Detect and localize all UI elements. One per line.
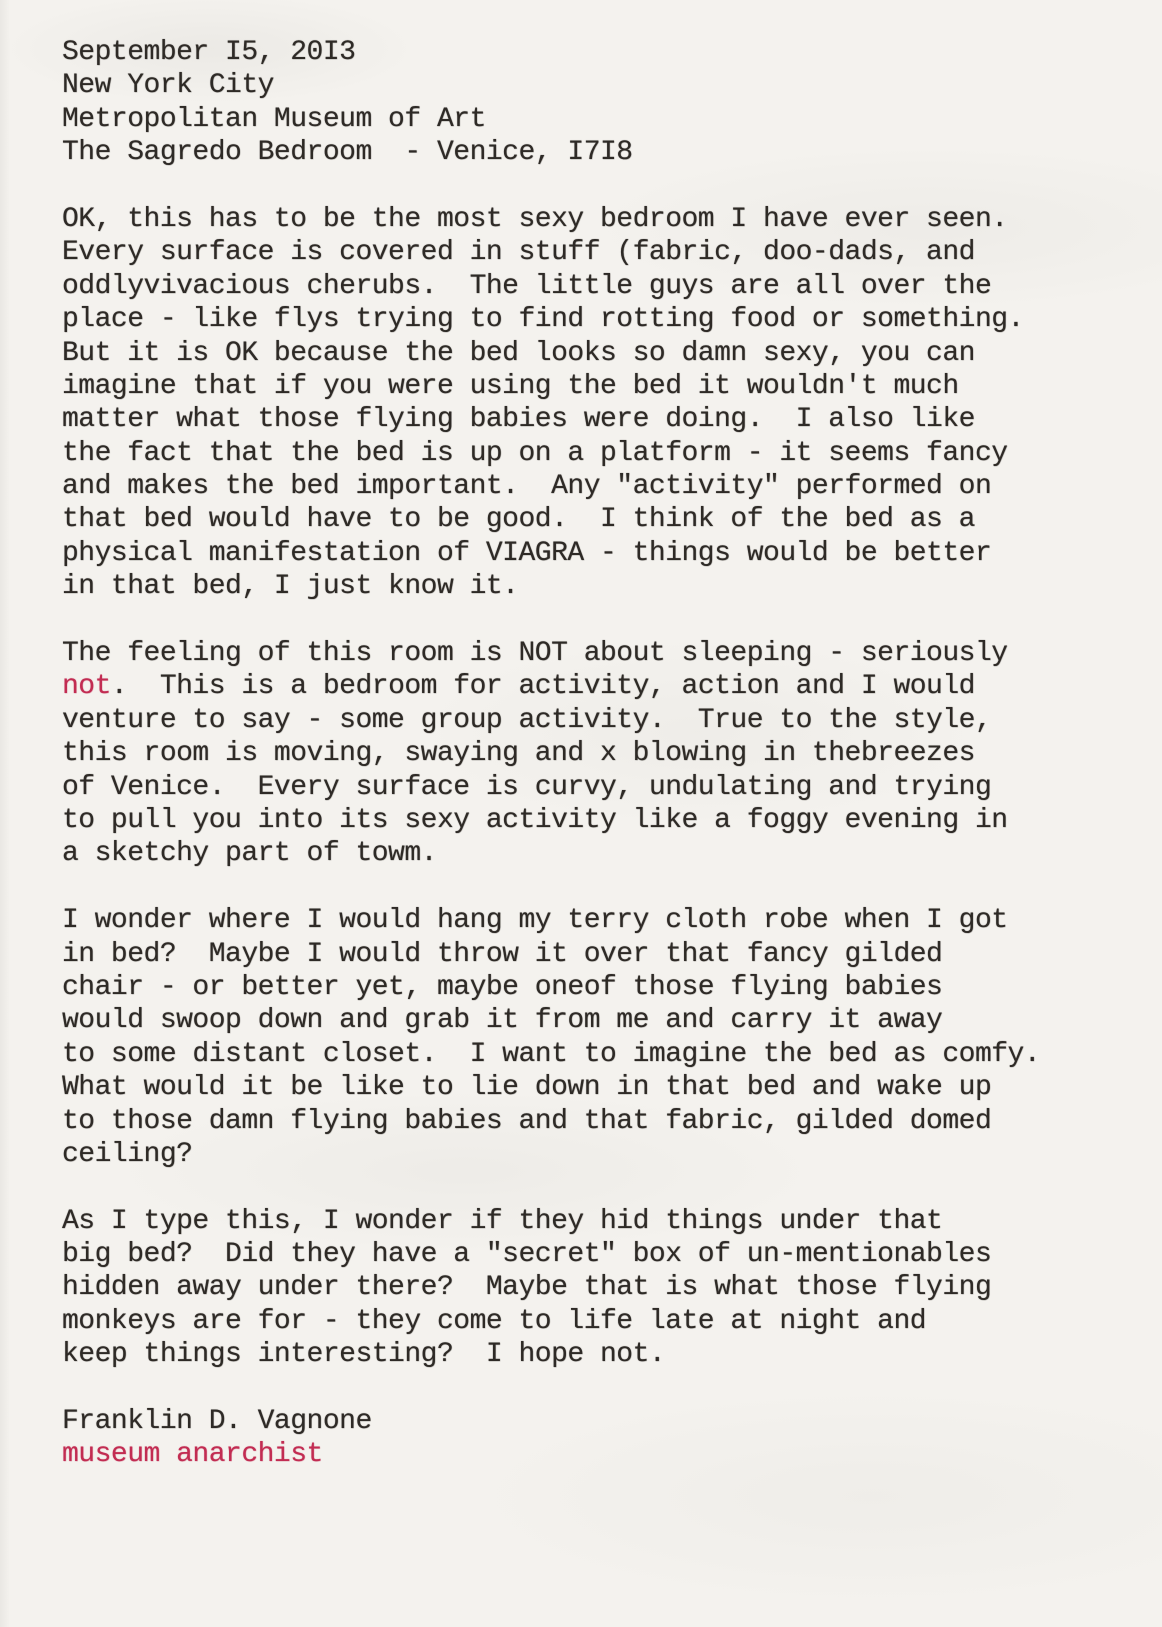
text-segment: ceiling?: [62, 1138, 193, 1170]
text-segment: to pull you into its sexy activity like a foggy evening in: [62, 804, 1008, 836]
text-segment: But it is OK because the bed looks so damn sexy, you can: [62, 337, 975, 369]
text-segment: imagine that if you were using the bed it wouldn't much: [62, 370, 959, 402]
text-line: [62, 337, 1122, 370]
letter-header: [62, 36, 1122, 170]
letter-body: [62, 203, 1122, 1372]
text-line: [62, 1138, 1122, 1171]
text-segment: and makes the bed important. Any "activity" performed on: [62, 471, 992, 503]
text-segment: keep things interesting? I hope not.: [62, 1339, 666, 1371]
text-line: [62, 804, 1122, 837]
text-segment: in bed? Maybe I would throw it over that fancy gilded: [62, 938, 943, 970]
text-line: [62, 737, 1122, 770]
text-line: [62, 837, 1122, 870]
text-segment: would swoop down and grab it from me and carry it away: [62, 1005, 943, 1037]
text-segment: this room is moving, swaying and x blowing in thebreezes: [62, 738, 975, 770]
text-segment: physical manifestation of VIAGRA - things would be better: [62, 537, 992, 569]
text-segment: in that bed, I just know it.: [62, 571, 519, 603]
text-line: [62, 236, 1122, 269]
text-line: [62, 203, 1122, 236]
text-segment: place - like flys trying to find rotting food or something.: [62, 304, 1024, 336]
text-line: [62, 303, 1122, 336]
text-line: [62, 1038, 1122, 1071]
text-line: [62, 771, 1122, 804]
text-line: [62, 537, 1122, 570]
text-segment: monkeys are for - they come to life late at night and: [62, 1305, 927, 1337]
text-segment: matter what those flying babies were doing. I also like: [62, 404, 975, 436]
signature-name: Franklin D. Vagnone: [62, 1406, 372, 1438]
text-line: [62, 1338, 1122, 1371]
text-line: [62, 704, 1122, 737]
text-segment: to some distant closet. I want to imagine the bed as comfy.: [62, 1038, 1041, 1070]
header-line: Metropolitan Museum of Art: [62, 103, 486, 135]
paragraph: [62, 904, 1122, 1171]
text-line: [62, 670, 1122, 703]
text-line: [62, 270, 1122, 303]
text-line: [62, 1105, 1122, 1138]
text-line: [62, 570, 1122, 603]
text-line: [62, 971, 1122, 1004]
text-segment: The feeling of this room is NOT about sleeping - seriously: [62, 638, 1008, 670]
text-segment: a sketchy part of towm.: [62, 838, 437, 870]
text-segment: hidden away under there? Maybe that is what those flying: [62, 1272, 992, 1304]
text-line: [62, 1071, 1122, 1104]
signature-block: [62, 1405, 1122, 1472]
text-line: [62, 1004, 1122, 1037]
text-line: [62, 637, 1122, 670]
text-line: [62, 1305, 1122, 1338]
header-line: The Sagredo Bedroom - Venice, I7I8: [62, 137, 633, 169]
paragraph: [62, 203, 1122, 604]
paragraph: [62, 1205, 1122, 1372]
text-segment: the fact that the bed is up on a platform - it seems fancy: [62, 437, 1008, 469]
text-segment: oddlyvivacious cherubs. The little guys are all over the: [62, 270, 992, 302]
text-segment: venture to say - some group activity. True to the style,: [62, 704, 992, 736]
text-segment: As I type this, I wonder if they hid things under that: [62, 1205, 943, 1237]
text-line: [62, 437, 1122, 470]
text-line: [62, 503, 1122, 536]
text-segment: OK, this has to be the most sexy bedroom I have ever seen.: [62, 203, 1008, 235]
text-segment: that bed would have to be good. I think of the bed as a: [62, 504, 975, 536]
text-line: [62, 370, 1122, 403]
text-segment: chair - or better yet, maybe oneof those flying babies: [62, 971, 943, 1003]
signature-title: museum anarchist: [62, 1439, 323, 1471]
text-segment: big bed? Did they have a "secret" box of un-mentionables: [62, 1239, 992, 1271]
text-line: [62, 1238, 1122, 1271]
text-segment: of Venice. Every surface is curvy, undulating and trying: [62, 771, 992, 803]
text-segment: Every surface is covered in stuff (fabric, doo-dads, and: [62, 237, 975, 269]
red-text: not: [62, 671, 111, 703]
paragraph: [62, 637, 1122, 871]
text-segment: to those damn flying babies and that fabric, gilded domed: [62, 1105, 992, 1137]
text-segment: I wonder where I would hang my terry cloth robe when I got: [62, 905, 1008, 937]
header-line: September I5, 20I3: [62, 37, 356, 68]
header-line: New York City: [62, 70, 274, 102]
text-line: [62, 1205, 1122, 1238]
text-line: [62, 938, 1122, 971]
text-line: [62, 1271, 1122, 1304]
text-segment: What would it be like to lie down in that bed and wake up: [62, 1072, 992, 1104]
text-segment: . This is a bedroom for activity, action and I would: [110, 671, 975, 703]
text-line: [62, 470, 1122, 503]
text-line: [62, 403, 1122, 436]
text-line: [62, 904, 1122, 937]
